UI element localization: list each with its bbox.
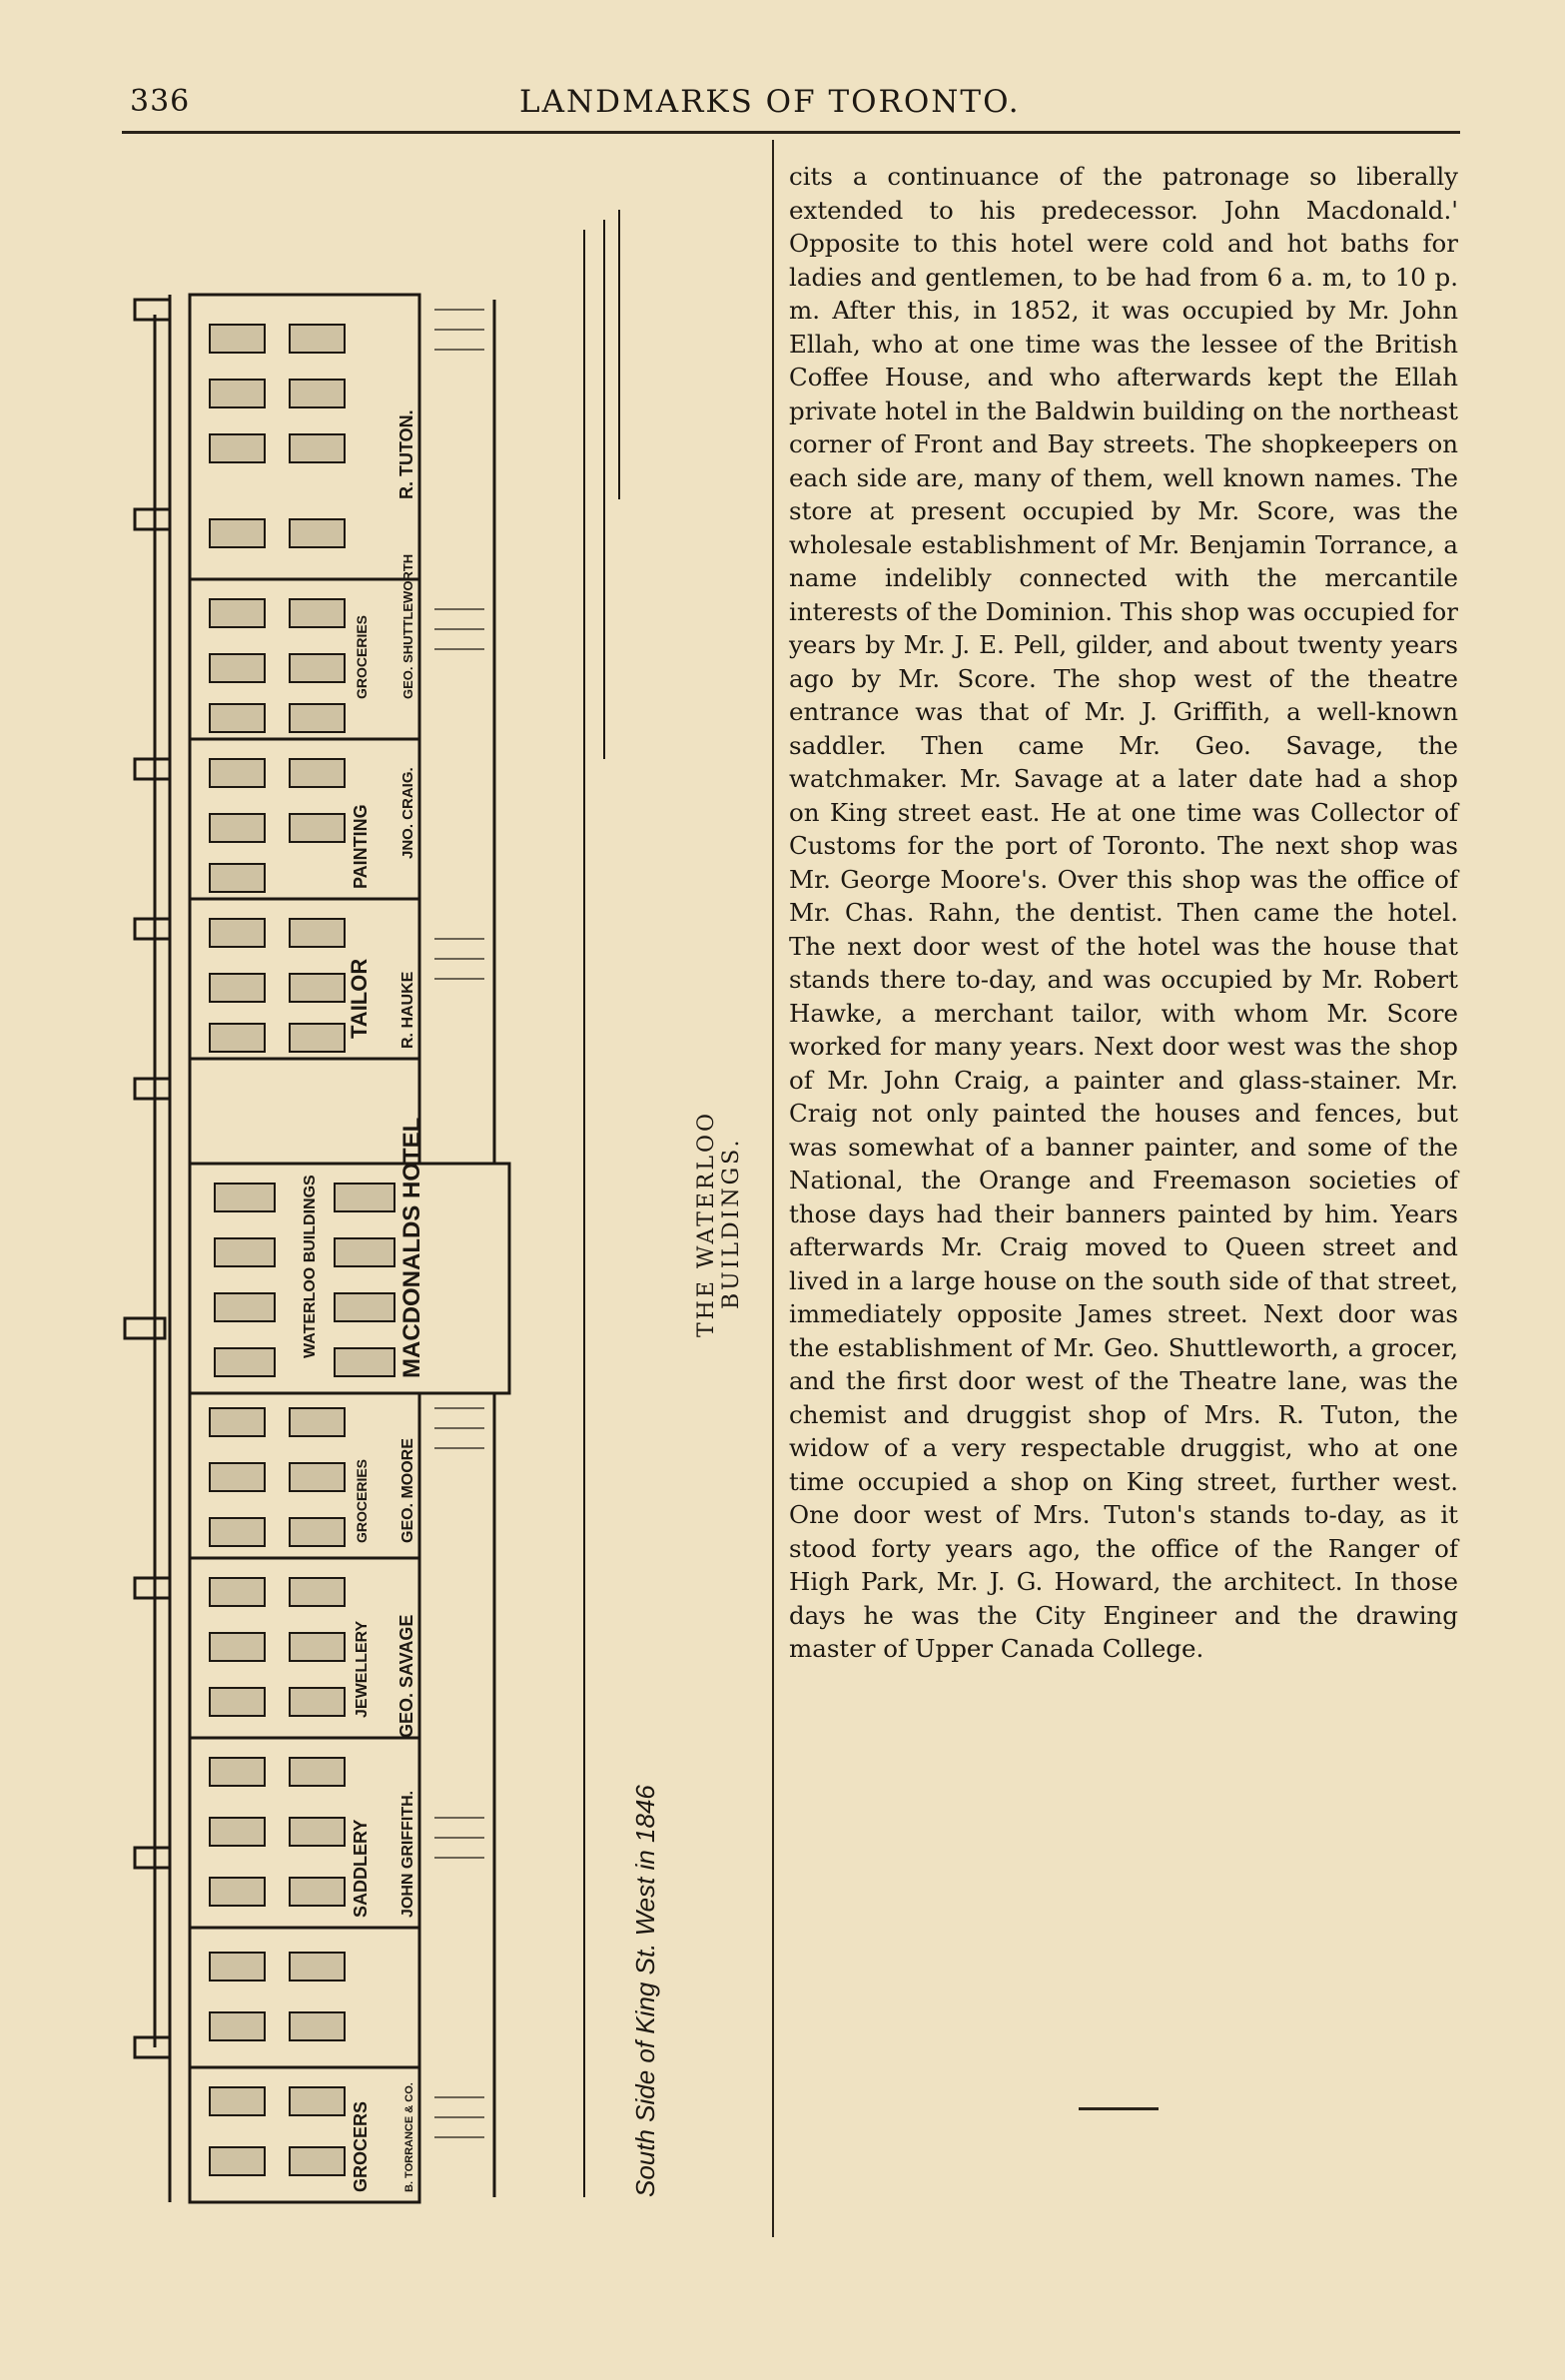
sign-saddlery: SADDLERY [351,1819,371,1918]
sign-macdonalds: MACDONALDS HOTEL [398,1117,425,1378]
sign-moore: GEO. MOORE [399,1438,416,1543]
section-end-rule [1079,2107,1159,2110]
sign-craig: JNO. CRAIG. [399,767,416,859]
sign-griffith: JOHN GRIFFITH. [399,1790,416,1918]
waterloo-buildings-engraving [115,200,744,2207]
running-title: LANDMARKS OF TORONTO. [519,84,1021,120]
sign-groceries-top: GROCERIES [354,614,370,699]
figure-inscription: South Side of King St. West in 1846 [630,1785,660,2197]
sign-tailor: TAILOR [347,958,372,1039]
sign-savage: GEO. SAVAGE [396,1614,416,1738]
sign-waterloo: WATERLOO BUILDINGS [302,1175,319,1358]
sign-shuttleworth: GEO. SHUTTLEWORTH [400,553,415,699]
body-paragraph: cits a continuance of the patronage so liberally extended to his predecessor. John Macdonald.' Opposite to this hotel were cold and hot baths for ladies and gentlemen, to be had from 6 a. m, to 10 p. m. After this, in 1852, it was occupied by Mr. John Ellah, who at one time was the lessee of the British Coffee House, and who afterwards kept the Ellah private hotel in the Baldwin building on the northeast corner of Front and Bay streets. The shopkeepers on each side are, many of them, well known names. The store at present occupied by Mr. Score, was the wholesale establishment of Mr. Benjamin Torrance, a name indelibly connected with the mercantile interests of the Dominion. This shop was occupied for years by Mr. J. E. Pell, gilder, and about twenty years ago by Mr. Score. The shop west of the theatre entrance was that of Mr. J. Griffith, a well-known saddler. Then came Mr. Geo. Savage, the watchmaker. Mr. Savage at a later date had a shop on King street east. He at one time was Collector of Customs for the port of Toronto. The next shop was Mr. George Moore's. Over this shop was the office of Mr. Chas. Rahn, the dentist. Then came the hotel. The next door west of the hotel was the house that stands there to-day, and was occupied by Mr. Robert Hawke, a merchant tailor, with whom Mr. Score worked for many years. Next door west was the shop of Mr. John Craig, a painter and glass-stainer. Mr. Craig not only painted the houses and fences, but was somewhat of a banner painter, and some of the National, the Orange and Freemason societies of those days had their banners painted by him. Years afterwards Mr. Craig moved to Queen street and lived in a large house on the south side of that street, immediately opposite James street. Next door was the establishment of Mr. Geo. Shuttleworth, a grocer, and the first door west of the Theatre lane, was the chemist and druggist shop of Mrs. R. Tuton, the widow of a very respectable druggist, who at one time occupied a shop on King street, further west. One door west of Mrs. Tuton's stands to-day, as it stood forty years ago, the office of the Ranger of High Park, Mr. J. G. Howard, the architect. In those days he was the City Engineer and the drawing master of Upper Canada College. [789,162,1458,1663]
sign-groceries-mid: GROCERIES [354,1458,370,1543]
sign-jewellery: JEWELLERY [354,1620,371,1718]
sign-grocers: GROCERS [351,2100,371,2192]
page-number: 336 [130,84,191,119]
sign-tuton: R. TUTON. [396,409,416,499]
sign-torrance: B. TORRANCE & CO. [403,2082,415,2192]
sign-hawke: R. HAUKE [399,971,416,1049]
column-rule [772,140,774,2237]
sign-painting: PAINTING [351,804,371,889]
header-rule [122,131,1460,134]
body-text-column [789,160,1458,1666]
figure-caption: THE WATERLOO BUILDINGS. [694,1110,744,1337]
